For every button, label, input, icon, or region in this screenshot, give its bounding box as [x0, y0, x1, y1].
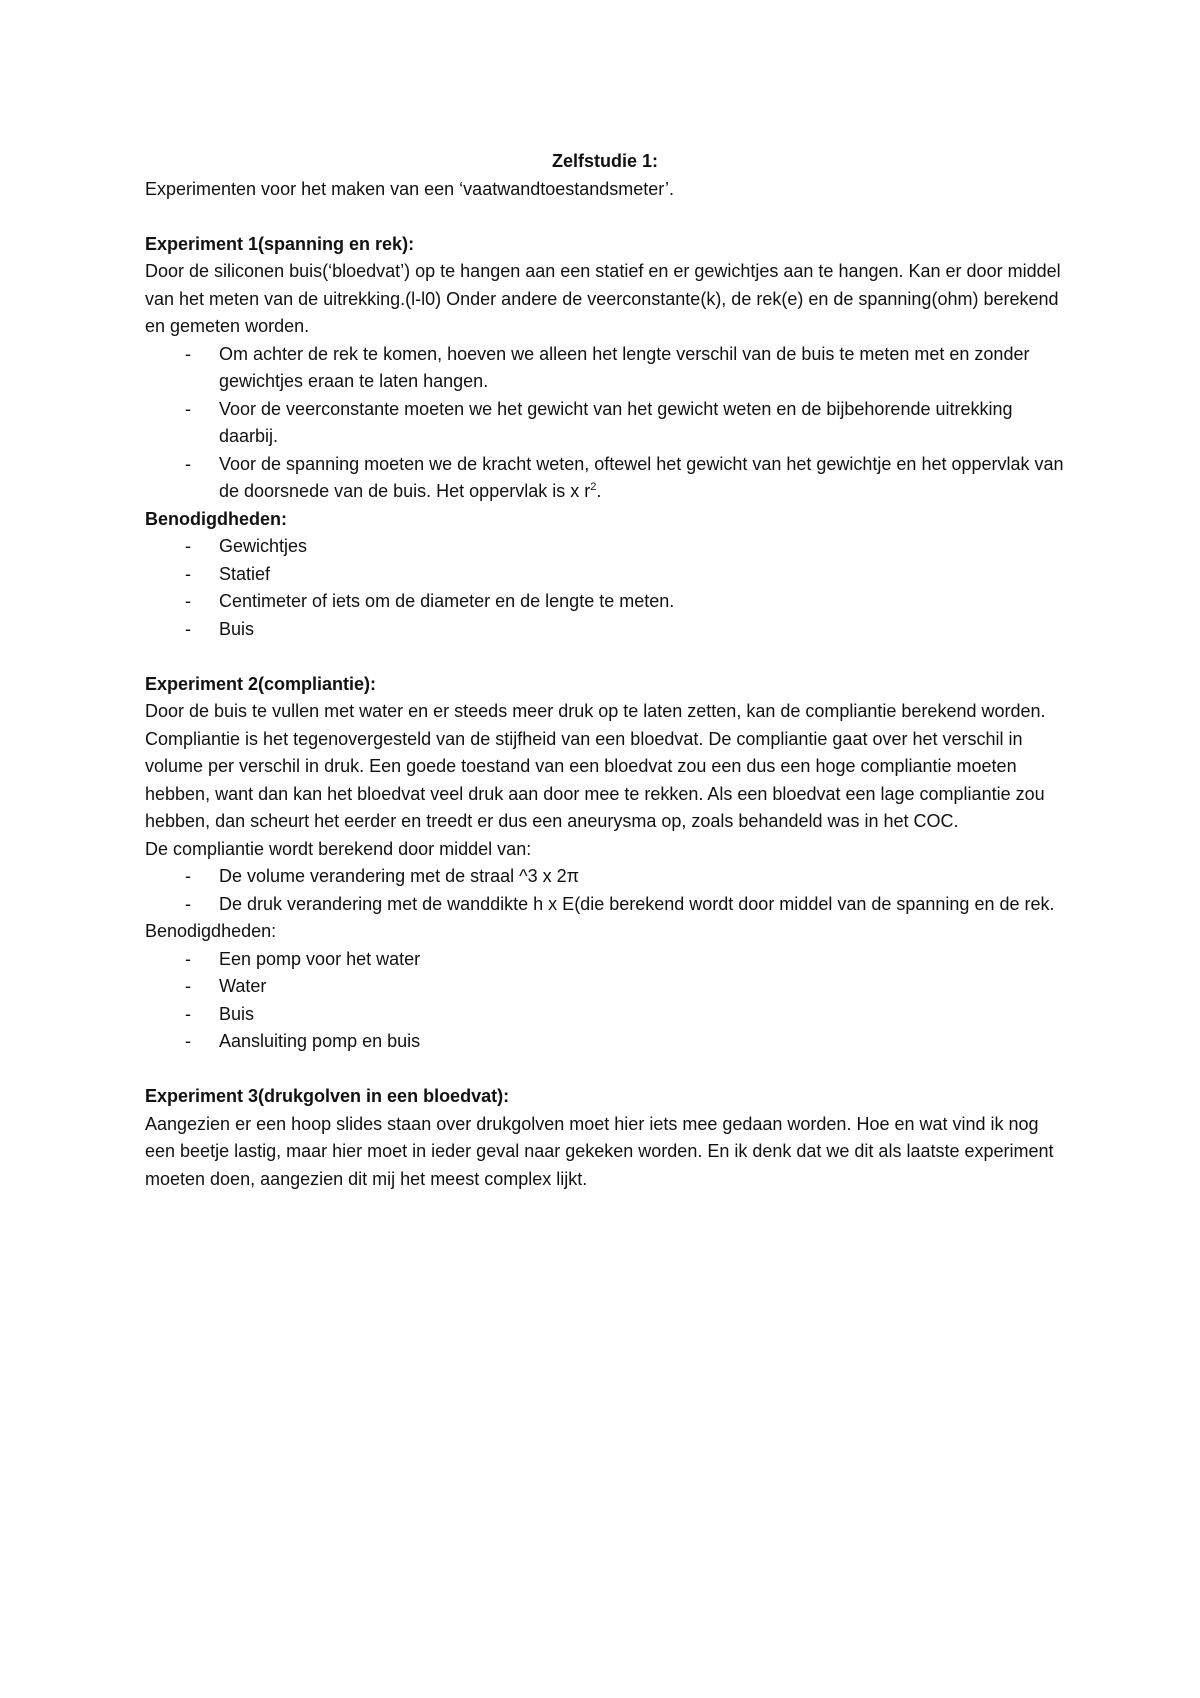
experiment2-calc-intro: De compliantie wordt berekend door middel van: [145, 838, 532, 859]
experiment1-needs-list [145, 533, 1065, 643]
list-item: - Water [145, 973, 1065, 1001]
experiment1-bullet-list [145, 341, 1065, 506]
list-item: - Buis [145, 1001, 1065, 1029]
area-formula-text: Voor de spanning moeten we de kracht weten, oftewel het gewicht van het gewichtje en het oppervlak van de doorsnede van de buis. Het oppervlak is x r [219, 453, 1064, 501]
spacer [145, 643, 1065, 671]
experiment2-heading: Experiment 2(compliantie): [145, 673, 377, 694]
list-item: - Een pomp voor het water [145, 946, 1065, 974]
sentence-end: . [596, 481, 602, 501]
experiment2-needs-list [145, 946, 1065, 1056]
list-item: - De volume verandering met de straal ^3 x 2π [145, 863, 1065, 891]
document-page [145, 148, 1065, 1193]
list-item: - Centimeter of iets om de diameter en de lengte te meten. [145, 588, 1065, 616]
experiment3-heading: Experiment 3(drukgolven in een bloedvat): [145, 1086, 510, 1106]
document-title: Zelfstudie 1: [551, 151, 658, 171]
spacer [145, 1056, 1065, 1084]
list-item: - Aansluiting pomp en buis [145, 1028, 1065, 1056]
list-item: - Om achter de rek te komen, hoeven we alleen het lengte verschil van de buis te meten met en zonder gewichtjes eraan te laten hangen. [145, 341, 1065, 396]
list-item: - Buis [145, 616, 1065, 644]
list-item: - Voor de veerconstante moeten we het gewicht van het gewicht weten en de bijbehorende uitrekking daarbij. [145, 396, 1065, 451]
experiment2-intro: Door de buis te vullen met water en er steeds meer druk op te laten zetten, kan de compliantie berekend worden. Compliantie is het tegenovergesteld van de stijfheid van een bloedvat. De compliantie gaat over het verschil in volume per verschil in druk. Een goede toestand van een bloedvat zou een dus een hoge compliantie moeten hebben, want dan kan het bloedvat veel druk aan door mee te rekken. Als een bloedvat een lage compliantie zou hebben, dan scheurt het eerder en treedt er dus een aneurysma op, zoals behandeld was in het COC. [145, 701, 1046, 831]
list-item [145, 451, 1065, 506]
experiment1-needs-heading: Benodigdheden: [145, 508, 287, 529]
experiment2-needs-heading: Benodigdheden: [145, 921, 277, 941]
list-item: - De druk verandering met de wanddikte h x E(die berekend wordt door middel van de spanning en de rek. [145, 891, 1065, 919]
spacer [145, 203, 1065, 231]
experiment3-text: Aangezien er een hoop slides staan over drukgolven moet hier iets mee gedaan worden. Hoe en wat vind ik nog een beetje lastig, maar hier moet in ieder geval naar gekeken worden. En ik denk dat we dit als laatste experiment moeten doen, aangezien dit mij het meest complex lijkt. [145, 1113, 1054, 1189]
experiment1-heading: Experiment 1(spanning en rek): [145, 233, 415, 254]
document-subtitle: Experimenten voor het maken van een ‘vaatwandtoestandsmeter’. [145, 178, 674, 199]
list-item: - Gewichtjes [145, 533, 1065, 561]
experiment2-calc-list [145, 863, 1065, 918]
superscript-exponent: 2 [590, 481, 597, 493]
experiment1-intro: Door de siliconen buis(‘bloedvat’) op te hangen aan een statief en er gewichtjes aan te hangen. Kan er door middel van het meten van de uitrekking.(l-l0) Onder andere de veerconstante(k), de rek(e) en de spanning(ohm) berekend en gemeten worden. [145, 261, 1061, 336]
list-item: - Statief [145, 561, 1065, 589]
